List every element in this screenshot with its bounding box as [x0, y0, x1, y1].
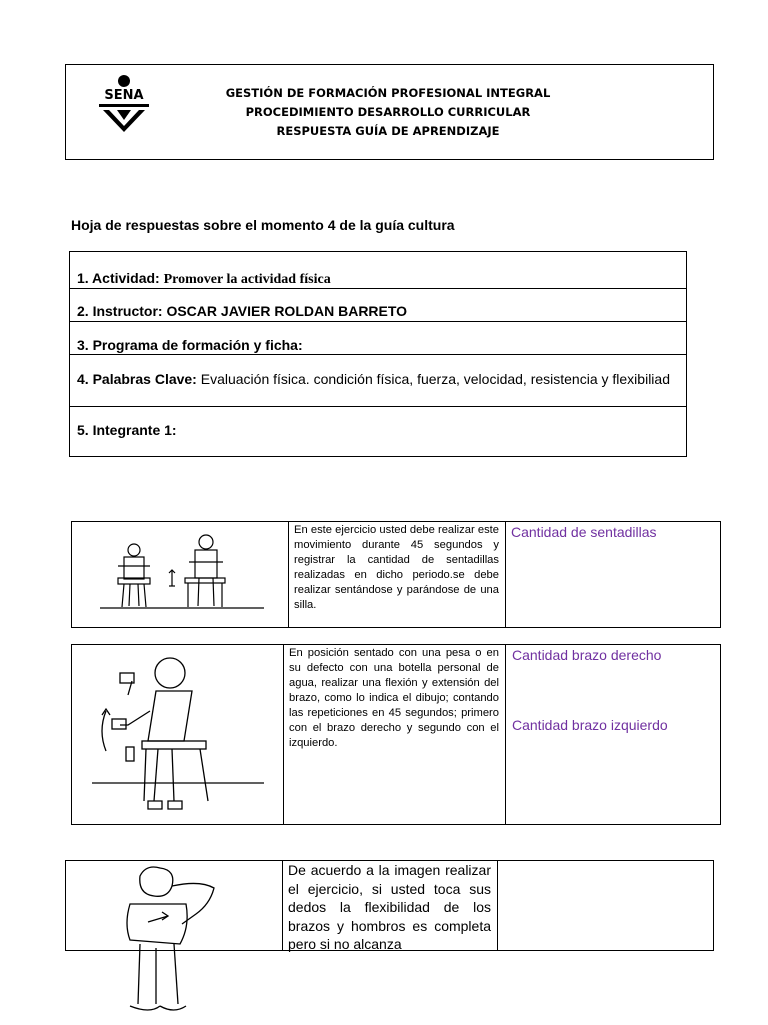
programa-text: 3. Programa de formación y ficha:: [77, 337, 303, 353]
sena-logo: [95, 74, 153, 132]
exercise-2-answer-right: Cantidad brazo derecho: [512, 647, 662, 663]
palabras-value: Evaluación física. condición física, fuerza, velocidad, resistencia y flexibiliad: [200, 371, 670, 387]
svg-text:SENA: SENA: [104, 88, 144, 103]
exercise-table-2: [71, 644, 721, 825]
programa-row: [69, 321, 687, 355]
page-title: Hoja de respuestas sobre el momento 4 de la guía cultura: [71, 217, 455, 233]
header-line-3: RESPUESTA GUÍA DE APRENDIZAJE: [276, 124, 500, 138]
actividad-label: 1. Actividad:: [77, 270, 160, 286]
header-line-1: GESTIÓN DE FORMACIÓN PROFESIONAL INTEGRAL: [225, 86, 551, 100]
integrante-row: [69, 406, 687, 457]
actividad-row: [69, 251, 687, 289]
instructor-text: 2. Instructor: OSCAR JAVIER ROLDAN BARRETO: [77, 303, 408, 319]
exercise-1-answer-label: Cantidad de sentadillas: [511, 524, 657, 540]
integrante-text: 5. Integrante 1:: [77, 422, 177, 438]
palabras-label: 4. Palabras Clave:: [77, 371, 197, 387]
shoulder-stretch-illustration: [110, 864, 236, 1020]
palabras-row: [69, 354, 687, 407]
actividad-value: Promover la actividad física: [163, 272, 331, 287]
exercise-3-description: De acuerdo a la imagen realizar el ejercicio, si usted toca sus dedos la flexibilidad de los brazos y hombros es completa pero si no alcanza: [288, 862, 491, 952]
exercise-2-answer-left: Cantidad brazo izquierdo: [512, 717, 668, 733]
bicep-curl-illustration: [88, 651, 268, 819]
exercise-1-description: En este ejercicio usted debe realizar este movimiento durante 45 segundos y registrar la cantidad de sentadillas realizadas en dicho periodo.se debe realizar sentándose y parándose de una silla.: [294, 524, 499, 611]
header-title-block: [200, 84, 576, 141]
squat-illustration: [100, 530, 266, 614]
exercise-table-1: [71, 521, 721, 628]
header-line-2: PROCEDIMIENTO DESARROLLO CURRICULAR: [245, 105, 531, 119]
exercise-2-description: En posición sentado con una pesa o en su defecto con una botella personal de agua, realizar una flexión y extensión del brazo, como lo indica el dibujo; contando las repeticiones en 45 segundos; primero con el brazo derecho y segundo con el izquierdo.: [289, 647, 499, 749]
instructor-row: [69, 288, 687, 322]
